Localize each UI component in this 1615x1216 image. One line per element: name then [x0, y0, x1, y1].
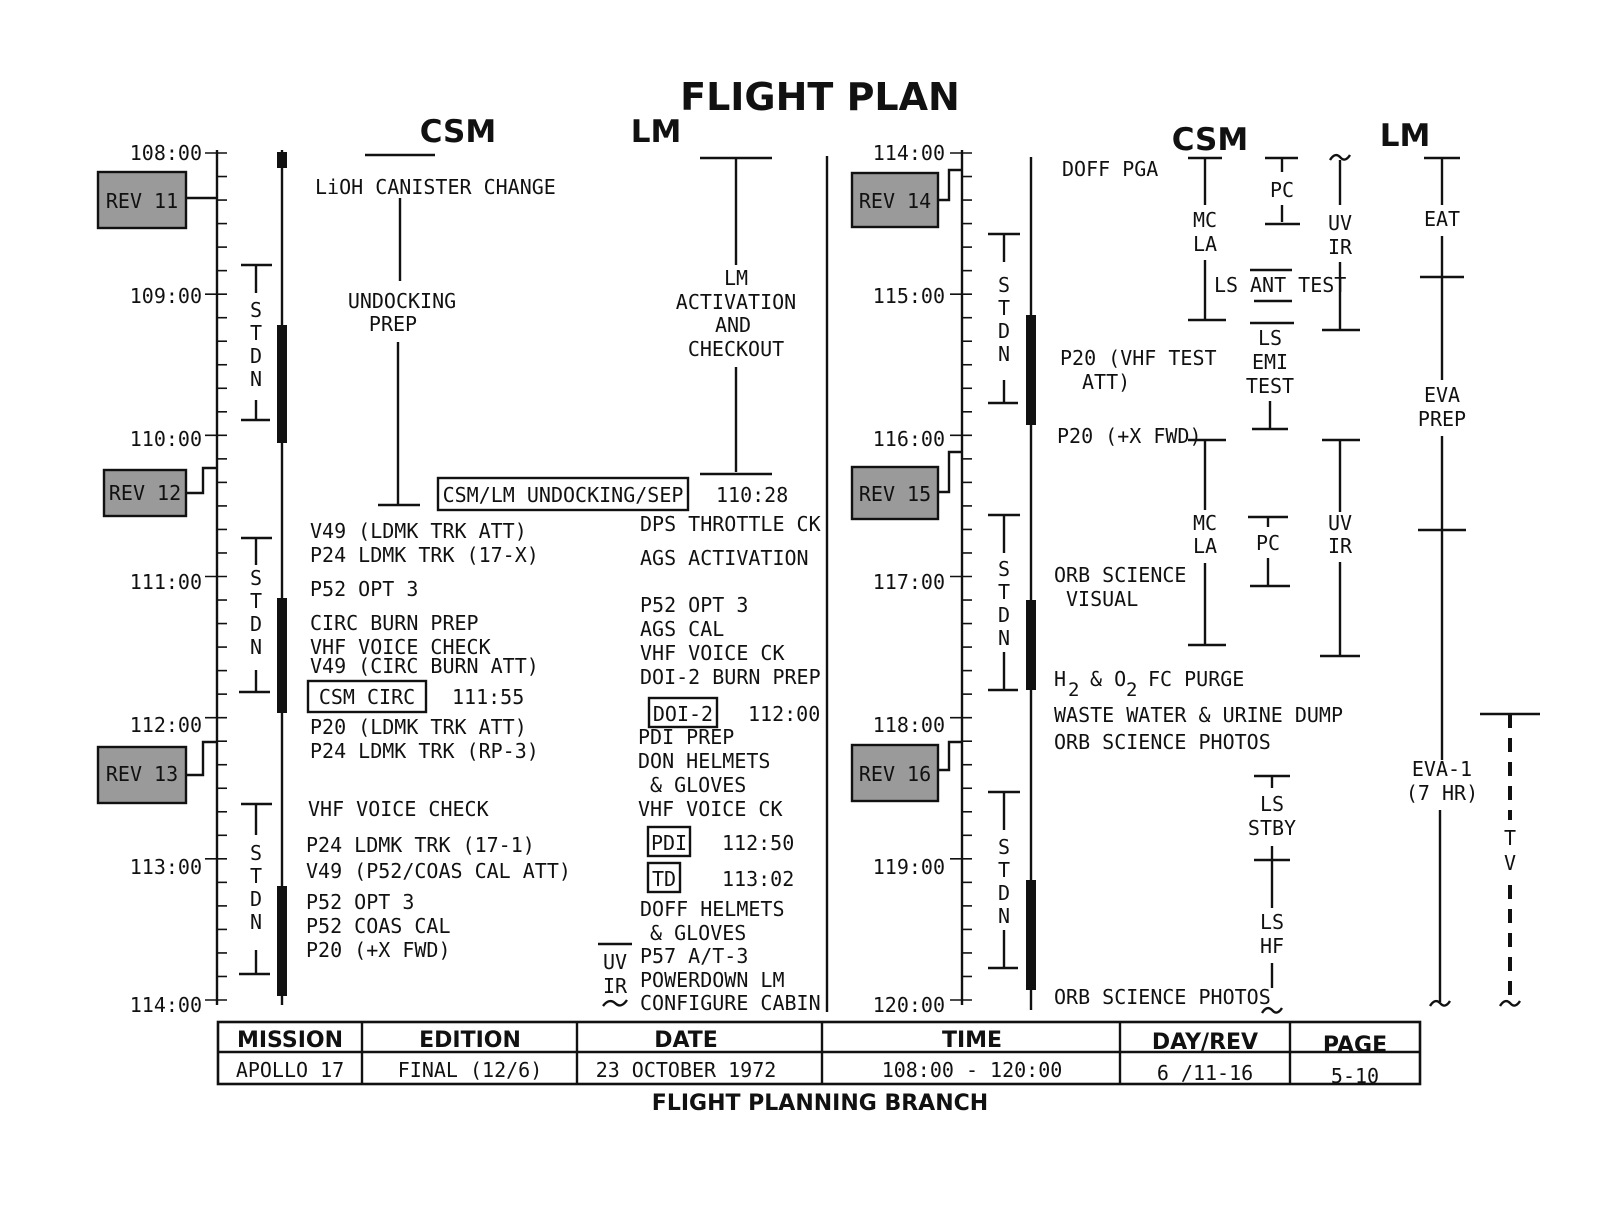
lm-activity: AGS CAL: [640, 617, 725, 641]
lm-activity: CHECKOUT: [687, 337, 785, 361]
csm-activity: P24 LDMK TRK (17-1): [306, 833, 535, 857]
rev-marker: [852, 452, 962, 519]
svg-text:S: S: [997, 273, 1011, 297]
csm-activity: VISUAL: [1066, 587, 1139, 611]
doi2-time: 112:00: [748, 702, 821, 726]
lm-activity: PDI PREP: [638, 725, 735, 749]
csm-circ-label: CSM CIRC: [318, 685, 416, 709]
mc-la-label: MC: [1192, 511, 1218, 535]
tv-label: T: [1503, 826, 1517, 850]
svg-text:T: T: [249, 321, 263, 345]
right-panel: [852, 118, 1540, 1017]
right-lm-header: LM: [1379, 118, 1431, 154]
footer-value: 108:00 - 120:00: [881, 1058, 1063, 1082]
lm-activity: ACTIVATION: [675, 290, 797, 314]
lm-activity: PREP: [1417, 407, 1467, 431]
csm-activity: P52 OPT 3: [310, 577, 419, 601]
csm-activity: V49 (LDMK TRK ATT): [310, 519, 527, 543]
csm-activity: ATT): [1082, 370, 1131, 394]
footer-header: MISSION: [236, 1028, 344, 1053]
td-label: TD: [651, 867, 677, 891]
svg-text:& O: & O: [1090, 667, 1127, 691]
mc-la-label: MC: [1192, 208, 1218, 232]
ls-label: LS: [1214, 273, 1239, 297]
csm-activity: P52 OPT 3: [306, 890, 415, 914]
pc-label: PC: [1255, 531, 1281, 555]
rev-marker: [104, 468, 217, 516]
svg-text:REV 11: REV 11: [105, 189, 179, 213]
lm-activity: EVA-1: [1411, 757, 1473, 781]
svg-text:N: N: [249, 635, 263, 659]
ls-stby-label: STBY: [1247, 816, 1297, 840]
time-label: 118:00: [872, 713, 945, 737]
svg-text:N: N: [997, 904, 1011, 928]
footer-value: FINAL (12/6): [397, 1058, 543, 1082]
lm-activity: DON HELMETS: [638, 749, 771, 773]
svg-text:N: N: [249, 367, 263, 391]
stdn-bracket: [241, 265, 272, 420]
svg-text:T: T: [997, 296, 1011, 320]
undocking-time: 110:28: [716, 483, 789, 507]
time-label: 111:00: [129, 570, 202, 594]
rev-marker: [98, 742, 217, 803]
csm-activity: WASTE WATER & URINE DUMP: [1054, 703, 1343, 727]
footer-value: APOLLO 17: [235, 1058, 345, 1082]
svg-text:REV 12: REV 12: [108, 481, 182, 505]
csm-activity: UNDOCKING: [347, 289, 457, 313]
footer-header: DAY/REV: [1151, 1030, 1259, 1055]
right-time-scale: [873, 141, 972, 1017]
csm-activity: P24 LDMK TRK (RP-3): [310, 739, 539, 763]
ls-emi-label: EMI: [1251, 350, 1289, 374]
csm-activity: ORB SCIENCE PHOTOS: [1054, 730, 1271, 754]
pc-label: PC: [1269, 178, 1295, 202]
csm-activity: CIRC BURN PREP: [310, 611, 479, 635]
svg-text:D: D: [249, 612, 263, 636]
footer-header: EDITION: [419, 1028, 521, 1053]
footer-value: 6 /11-16: [1156, 1061, 1254, 1085]
svg-text:S: S: [997, 557, 1011, 581]
time-label: 108:00: [129, 141, 202, 165]
coverage-bar: [277, 150, 287, 1005]
csm-activity: V49 (CIRC BURN ATT): [310, 654, 539, 678]
lm-activity: (7 HR): [1405, 781, 1479, 805]
lm-activity: AGS ACTIVATION: [640, 546, 809, 570]
time-label: 120:00: [872, 993, 945, 1017]
csm-activity: P20 (+X FWD): [1057, 424, 1202, 448]
lm-activity: DOFF HELMETS: [640, 897, 785, 921]
left-csm-header: CSM: [419, 114, 497, 150]
lm-activity: P57 A/T-3: [640, 944, 749, 968]
lm-activity: P52 OPT 3: [640, 593, 749, 617]
mc-la-label: LA: [1192, 232, 1218, 256]
ir-label: IR: [1327, 534, 1353, 558]
svg-text:N: N: [997, 626, 1011, 650]
footer-value: 5-10: [1330, 1064, 1380, 1088]
csm-activity: P20 (LDMK TRK ATT): [310, 715, 527, 739]
svg-text:T: T: [997, 858, 1011, 882]
svg-text:D: D: [249, 887, 263, 911]
lm-ir-label: IR: [602, 974, 628, 998]
csm-activity: PREP: [368, 312, 418, 336]
svg-text:H: H: [1054, 667, 1067, 691]
right-csm-header: CSM: [1171, 122, 1249, 158]
lm-activity: LM: [723, 266, 749, 290]
ls-stby-label: LS: [1259, 792, 1285, 816]
csm-activity: ORB SCIENCE PHOTOS: [1054, 985, 1271, 1009]
csm-activity: P24 LDMK TRK (17-X): [310, 543, 539, 567]
footer-header: PAGE: [1322, 1033, 1388, 1058]
pdi-label: PDI: [650, 831, 688, 855]
svg-text:N: N: [997, 342, 1011, 366]
svg-text:S: S: [249, 566, 263, 590]
tv-label: V: [1503, 851, 1517, 875]
csm-activity: P20 (VHF TEST: [1060, 346, 1217, 370]
svg-text:REV 15: REV 15: [858, 482, 932, 506]
page-title: FLIGHT PLAN: [680, 75, 960, 119]
uv-label: UV: [1327, 511, 1353, 535]
lm-activity: & GLOVES: [650, 921, 747, 945]
lm-activity: EVA: [1423, 383, 1461, 407]
doi2-label: DOI-2: [652, 702, 714, 726]
coverage-bar: [1026, 157, 1036, 1010]
stdn-bracket: [239, 804, 272, 974]
td-time: 113:02: [722, 867, 795, 891]
pdi-time: 112:50: [722, 831, 795, 855]
stdn-bracket: [988, 792, 1020, 968]
rev-marker: [98, 172, 217, 228]
time-label: 116:00: [872, 427, 945, 451]
svg-text:REV 13: REV 13: [105, 762, 179, 786]
time-label: 110:00: [129, 427, 202, 451]
stdn-bracket: [988, 515, 1020, 690]
time-label: 109:00: [129, 284, 202, 308]
ls-emi-label: TEST: [1245, 374, 1295, 398]
time-label: 112:00: [129, 713, 202, 737]
svg-text:2: 2: [1126, 679, 1138, 701]
lm-activity: VHF VOICE CK: [640, 641, 785, 665]
ant-test-label: ANT TEST: [1250, 273, 1347, 297]
csm-activity: P52 COAS CAL: [306, 914, 451, 938]
csm-activity: V49 (P52/COAS CAL ATT): [306, 859, 571, 883]
svg-text:D: D: [249, 344, 263, 368]
left-time-scale: [130, 141, 227, 1017]
csm-activity: LiOH CANISTER CHANGE: [315, 175, 556, 199]
footer-header: TIME: [941, 1028, 1003, 1053]
csm-activity: DOFF PGA: [1062, 157, 1159, 181]
csm-activity: VHF VOICE CHECK: [310, 635, 491, 659]
footer-branch: FLIGHT PLANNING BRANCH: [651, 1091, 989, 1116]
footer-value: 23 OCTOBER 1972: [595, 1058, 777, 1082]
lm-activity: POWERDOWN LM: [640, 968, 785, 992]
svg-text:S: S: [249, 841, 263, 865]
time-label: 114:00: [129, 993, 202, 1017]
svg-text:REV 14: REV 14: [858, 189, 932, 213]
ls-hf-label: LS: [1259, 910, 1285, 934]
csm-activity: P20 (+X FWD): [306, 938, 451, 962]
svg-text:REV 16: REV 16: [858, 762, 932, 786]
svg-text:D: D: [997, 881, 1011, 905]
stdn-bracket: [988, 234, 1020, 403]
left-panel: [98, 114, 827, 1017]
lm-activity: CONFIGURE CABIN: [640, 991, 821, 1015]
time-label: 115:00: [872, 284, 945, 308]
ls-emi-label: LS: [1257, 326, 1283, 350]
svg-text:T: T: [997, 580, 1011, 604]
lm-activity: DOI-2 BURN PREP: [640, 665, 821, 689]
ls-hf-label: HF: [1259, 934, 1285, 958]
svg-text:T: T: [249, 589, 263, 613]
csm-circ-time: 111:55: [452, 685, 525, 709]
svg-text:2: 2: [1068, 679, 1080, 701]
undocking-label: CSM/LM UNDOCKING/SEP: [442, 483, 684, 507]
lm-uv-label: UV: [602, 950, 628, 974]
svg-text:S: S: [249, 298, 263, 322]
stdn-bracket: [239, 538, 272, 692]
svg-text:FC PURGE: FC PURGE: [1148, 667, 1245, 691]
lm-activity: AND: [714, 313, 752, 337]
lm-activity: & GLOVES: [650, 773, 747, 797]
csm-activity: VHF VOICE CHECK: [308, 797, 489, 821]
left-lm-header: LM: [630, 114, 682, 150]
rev-marker: [852, 742, 962, 801]
footer-header: DATE: [654, 1028, 718, 1053]
ir-label: IR: [1327, 235, 1353, 259]
svg-text:T: T: [249, 864, 263, 888]
svg-text:S: S: [997, 835, 1011, 859]
mc-la-label: LA: [1192, 534, 1218, 558]
csm-activity: ORB SCIENCE: [1054, 563, 1187, 587]
svg-text:D: D: [997, 603, 1011, 627]
lm-activity: EAT: [1423, 207, 1461, 231]
lm-activity: DPS THROTTLE CK: [640, 512, 821, 536]
uv-label: UV: [1327, 211, 1353, 235]
footer-table: [218, 1022, 1420, 1116]
time-label: 117:00: [872, 570, 945, 594]
lm-activity: VHF VOICE CK: [638, 797, 783, 821]
time-label: 113:00: [129, 855, 202, 879]
time-label: 119:00: [872, 855, 945, 879]
time-label: 114:00: [872, 141, 945, 165]
svg-text:N: N: [249, 910, 263, 934]
fc-purge: [1054, 667, 1244, 701]
svg-text:D: D: [997, 319, 1011, 343]
rev-marker: [852, 170, 962, 227]
